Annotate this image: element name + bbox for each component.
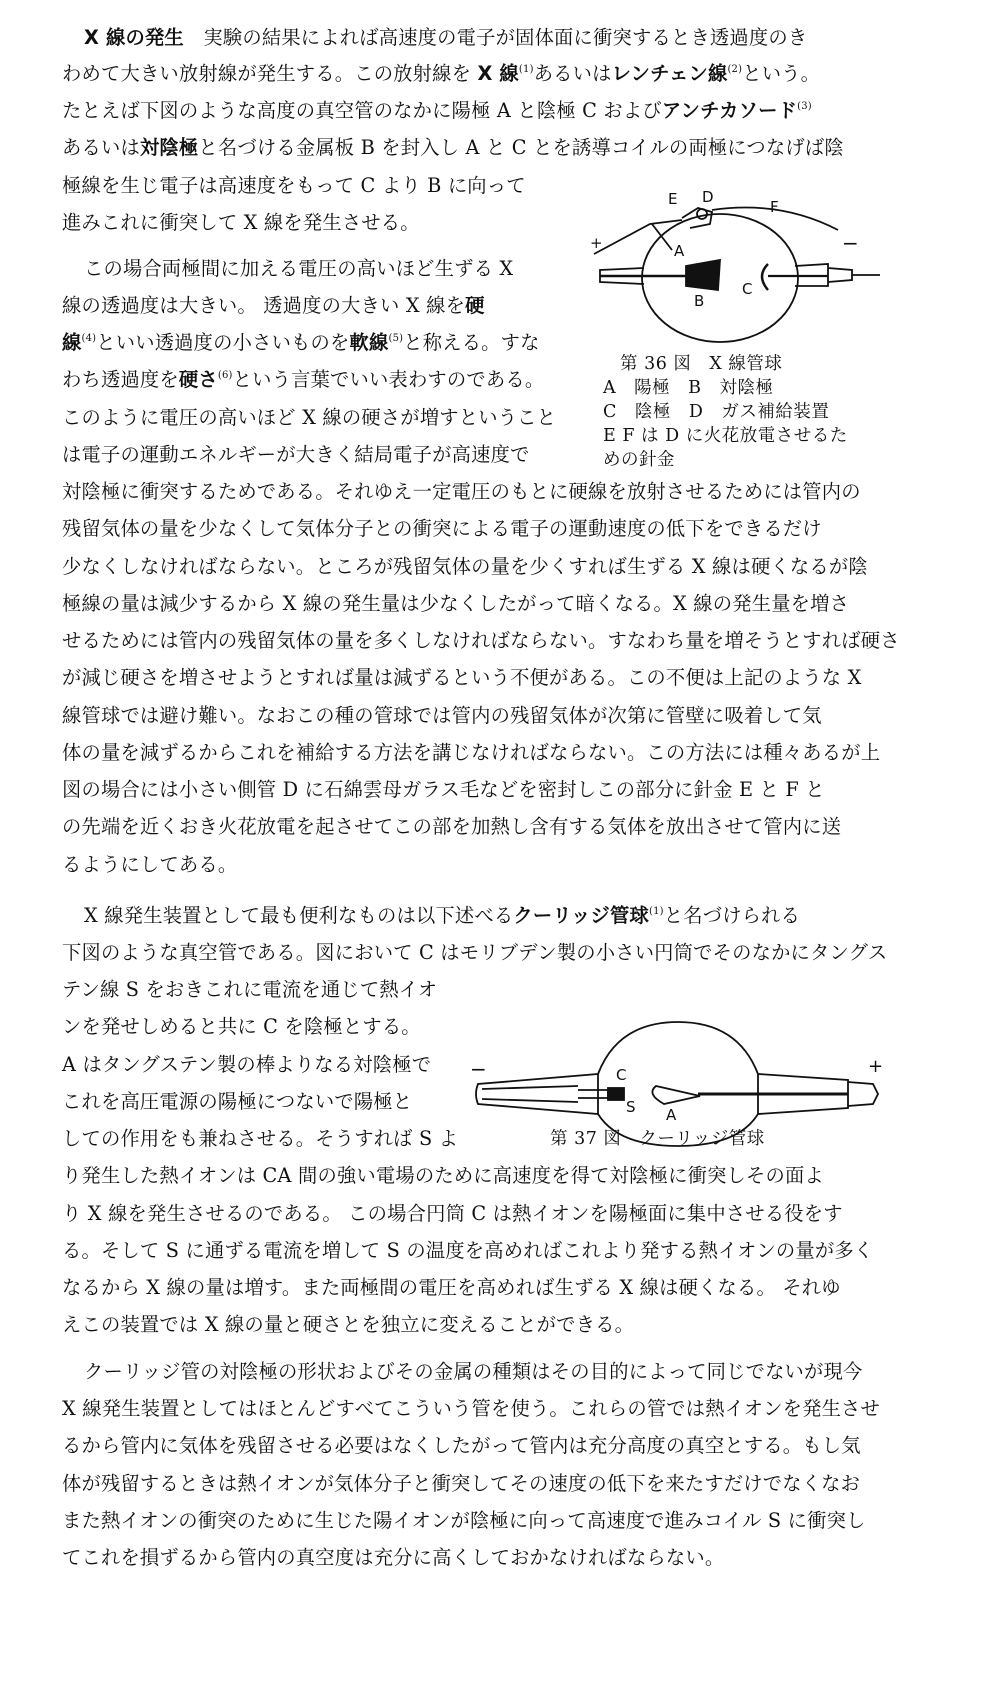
section2-line11: なるから X 線の量は増す。また両極間の電圧を高めれば生ずる X 線は硬くなる。 それゆ [62, 1276, 841, 1299]
figure-36-caption-line3: C 陰極 D ガス補給装置 [603, 402, 830, 422]
p2-line14: 体の量を減ずるからこれを補給する方法を講じなければならない。この方法には種々あるが上 [62, 741, 881, 764]
p2-line8: 残留気体の量を少なくして気体分子との衝突による電子の運動速度の低下をできるだけ [62, 517, 822, 540]
section3-line2: X 線発生装置としてはほとんどすべてこういう管を使う。これらの管では熱イオンを発生させ [62, 1397, 881, 1420]
section3-line3: るから管内に気体を残留させる必要はなくしたがって管内は充分高度の真空とする。もし気 [62, 1434, 861, 1457]
svg-text:A: A [674, 242, 685, 260]
tube-bulb [642, 214, 798, 342]
p2-line1: この場合両極間に加える電圧の高いほど生ずる X [84, 257, 514, 280]
section3-line4: 体が残留するときは熱イオンが気体分子と衝突してその速度の低下を来たすだけでなくなお [62, 1472, 861, 1495]
figure-36-caption-line2: A 陽極 B 対陰極 [603, 378, 774, 398]
p2-line17: るようにしてある。 [62, 853, 238, 876]
section-heading: X 線の発生 [84, 26, 184, 49]
term-taiinkyoku: 対陰極 [139, 136, 199, 159]
section2-line2: 下図のような真空管である。図において C はモリブデン製の小さい円筒でそのなかにタングス [62, 941, 888, 964]
svg-text:F: F [770, 198, 779, 216]
section2-line10: る。そして S に通ずる電流を増して S の温度を高めればこれより発する熱イオンの量が多く [62, 1239, 874, 1262]
section1-line6: 進みこれに衝突して X 線を発生させる。 [62, 211, 420, 234]
section2-line7: しての作用をも兼ねさせる。そうすれば S よ [62, 1127, 459, 1150]
section3-line1: クーリッジ管の対陰極の形状およびその金属の種類はその目的によって同じでないが現今 [84, 1360, 863, 1383]
p2-line10: 極線の量は減少するから X 線の発生量は少なくしたがって暗くなる。X 線の発生量を増さ [62, 592, 850, 615]
term-rontgen: レンチェン線 [611, 62, 728, 85]
section2-line1: X 線発生装置として最も便利なものは以下述べるクーリッジ管球$^{(1)}$と名づけられる [84, 904, 801, 927]
term-soft-ray: 軟線 [349, 331, 389, 354]
p2-line16: の先端を近くおき火花放電を起させてこの部を加熱し含有する気体を放出させて管内に送 [62, 815, 842, 838]
section2-line4: ンを発せしめると共に C を陰極とする。 [62, 1015, 421, 1038]
svg-text:−: − [470, 1057, 487, 1081]
section2-line6: これを高圧電源の陽極につないで陽極と [62, 1090, 413, 1113]
svg-text:C: C [616, 1066, 627, 1084]
section1-line2: わめて大きい放射線が発生する。この放射線を X 線$^{(1)}$あるいはレンチェン線$^{(2)}$という。 [62, 62, 821, 85]
p2-line9: 少なくしなければならない。ところが残留気体の量を少くすれば生ずる X 線は硬くなるが陰 [62, 555, 868, 578]
section1-line5: 極線を生じ電子は高速度をもって C より B に向って [62, 174, 526, 197]
p2-line4: わち透過度を硬さ$^{(6)}$という言葉でいい表わすのである。 [62, 368, 545, 391]
p2-line7: 対陰極に衝突するためである。それゆえ一定電圧のもとに硬線を放射させるためには管内の [62, 480, 861, 503]
term-hardness: 硬さ [178, 368, 218, 391]
coolidge-anticathode [652, 1086, 700, 1104]
cathode-cylinder [608, 1088, 624, 1100]
section2-line5: A はタングステン製の棒よりなる対陰極で [62, 1053, 432, 1076]
section1-line1: X 線の発生 実験の結果によれば高速度の電子が固体面に衝突するとき透過度のき [84, 26, 808, 49]
section3-line6: てこれを損ずるから管内の真空度は充分に高くしておかなければならない。 [62, 1546, 725, 1569]
figure-37-caption: 第 37 図 クーリッジ管球 [550, 1129, 765, 1149]
term-anticathode: アンチカソード [661, 99, 798, 122]
term-x-ray: X 線 [477, 62, 519, 85]
section1-line3: たとえば下図のような高度の真空管のなかに陽極 A と陰極 C およびアンチカソード$^{(3)}$ [62, 99, 812, 122]
figure-36-caption-title: 第 36 図 X 線管球 [620, 354, 783, 374]
cathode-arm [476, 1074, 598, 1114]
p2-line2: 線の透過度は大きい。 透過度の大きい X 線を硬 [62, 294, 485, 317]
p2-line3: 線$^{(4)}$といい透過度の小さいものを軟線$^{(5)}$と称える。すな [62, 331, 540, 354]
p2-line11: せるためには管内の残留気体の量を多くしなければならない。すなわち量を増そうとすれば硬さ [62, 629, 900, 652]
svg-text:S: S [626, 1098, 636, 1116]
p2-line6: は電子の運動エネルギーが大きく結局電子が高速度で [62, 443, 530, 466]
figure-36-caption-line5: めの針金 [603, 450, 675, 470]
p2-line12: が減じ硬さを増させようとすれば量は減ずるという不便がある。この不便は上記のような X [62, 666, 862, 689]
figure-36-caption-line4: E F は D に火花放電させるた [603, 426, 848, 446]
p2-line13: 線管球では避け難い。なおこの種の管球では管内の残留気体が次第に管壁に吸着して気 [62, 704, 822, 727]
term-coolidge-tube: クーリッジ管球 [513, 904, 649, 927]
p2-line5: このように電圧の高いほど X 線の硬さが増すということ [62, 406, 557, 429]
svg-text:−: − [842, 231, 859, 255]
section2-line8: り発生した熱イオンは CA 間の強い電場のために高速度を得て対陰極に衝突しその面よ [62, 1164, 824, 1187]
svg-text:C: C [742, 280, 753, 298]
p2-line15: 図の場合には小さい側管 D に石綿雲母ガラス毛などを密封しこの部分に針金 E と F と [62, 778, 825, 801]
section1-line4: あるいは対陰極と名づける金属板 B を封入し A と C とを誘導コイルの両極につなげば陰 [62, 136, 844, 159]
svg-text:B: B [694, 292, 705, 310]
svg-text:+: + [868, 1056, 884, 1077]
section2-line9: り X 線を発生させるのである。 この場合円筒 C は熱イオンを陽極面に集中させる役をす [62, 1202, 843, 1225]
svg-text:E: E [668, 190, 678, 208]
section2-line3: テン線 S をおきこれに電流を通じて熱イオ [62, 978, 438, 1001]
svg-text:+: + [590, 234, 603, 252]
cathode-cup [762, 264, 768, 290]
svg-text:D: D [702, 190, 714, 206]
section3-line5: また熱イオンの衝突のために生じた陽イオンが陰極に向って高速度で進みコイル S に衝突し [62, 1509, 866, 1532]
figure-36-xray-tube [590, 190, 890, 355]
svg-text:A: A [666, 1106, 677, 1124]
anticathode-plate [686, 260, 720, 290]
section2-line12: えこの装置では X 線の量と硬さとを独立に変えることができる。 [62, 1313, 635, 1336]
